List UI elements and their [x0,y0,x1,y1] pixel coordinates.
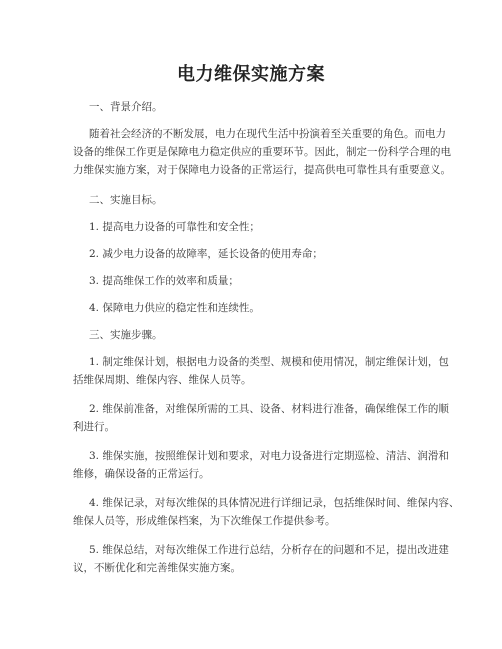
list-item-continuation: 议，不断优化和完善维保实施方案。 [73,562,241,574]
paragraph-line: 力维保实施方案，对于保障电力设备的正常运行，提高供电可靠性具有重要意义。 [73,164,451,176]
document-title: 电力维保实施方案 [177,64,325,85]
list-item: 4. 保障电力供应的稳定性和连续性。 [89,302,260,314]
list-item-continuation: 利进行。 [73,421,115,433]
list-item: 1. 制定维保计划，根据电力设备的类型、规模和使用情况，制定维保计划，包 [89,356,449,368]
paragraph-line: 随着社会经济的不断发展，电力在现代生活中扮演着至关重要的角色。而电力 [89,128,446,140]
list-item: 5. 维保总结，对每次维保工作进行总结，分析存在的问题和不足，提出改进建 [89,544,449,556]
section-heading-steps: 三、实施步骤。 [89,329,163,341]
paragraph-line: 设备的维保工作更是保障电力稳定供应的重要环节。因此，制定一份科学合理的电 [73,146,451,158]
list-item: 3. 维保实施，按照维保计划和要求，对电力设备进行定期巡检、清洁、润滑和 [89,450,449,462]
list-item-continuation: 括维保周期、维保内容、维保人员等。 [73,374,252,386]
list-item: 2. 维保前准备，对维保所需的工具、设备、材料进行准备，确保维保工作的顺 [89,403,449,415]
list-item: 2. 减少电力设备的故障率，延长设备的使用寿命； [89,248,323,260]
list-item-continuation: 维保人员等，形成维保档案，为下次维保工作提供参考。 [73,515,336,527]
list-item: 3. 提高维保工作的效率和质量； [89,275,239,287]
list-item: 4. 维保记录，对每次维保的具体情况进行详细记录，包括维保时间、维保内容、 [89,497,460,509]
section-heading-goals: 二、实施目标。 [89,194,163,206]
section-heading-background: 一、背景介绍。 [89,101,163,113]
list-item: 1. 提高电力设备的可靠性和安全性； [89,221,260,233]
list-item-continuation: 维修，确保设备的正常运行。 [73,468,210,480]
